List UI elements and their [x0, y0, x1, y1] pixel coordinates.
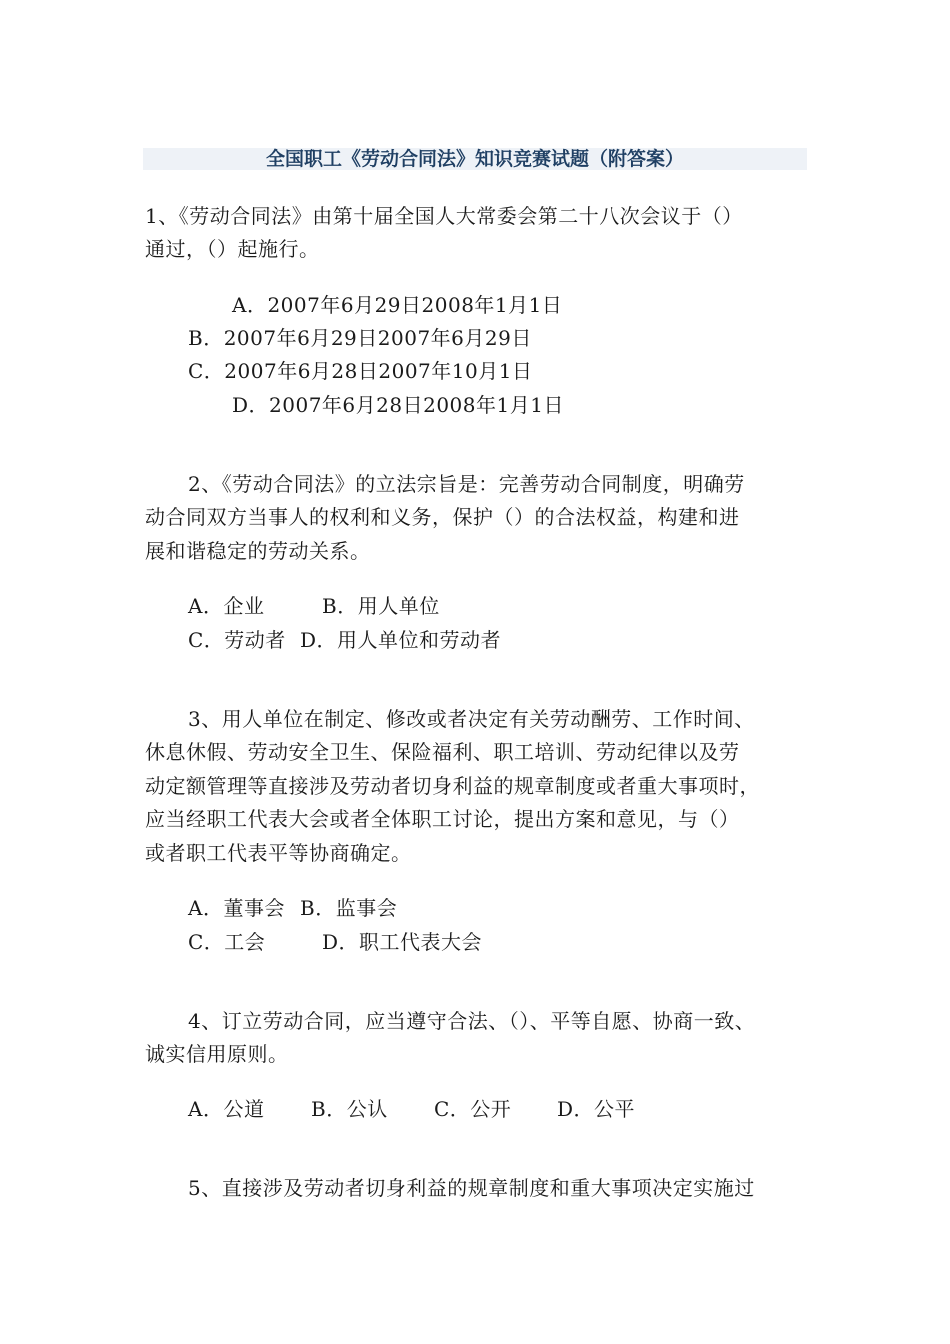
question-text-line: 应当经职工代表大会或者全体职工讨论，提出方案和意见，与（） [145, 807, 740, 831]
question-text-line: 动定额管理等直接涉及劳动者切身利益的规章制度或者重大事项时， [145, 774, 760, 798]
option-d: D．2007年6月28日2008年1月1日 [232, 393, 564, 417]
question-text-line: 5、直接涉及劳动者切身利益的规章制度和重大事项决定实施过 [188, 1176, 755, 1200]
option-c: C．2007年6月28日2007年10月1日 [188, 359, 533, 383]
question-text-line: 诚实信用原则。 [145, 1042, 289, 1066]
document-title: 全国职工《劳动合同法》知识竞赛试题（附答案） [265, 148, 684, 170]
option-b: B．用人单位 [322, 594, 440, 618]
option-b: B．2007年6月29日2007年6月29日 [188, 326, 532, 350]
option-c: C．劳动者 [188, 628, 286, 652]
question-text-line: 3、用人单位在制定、修改或者决定有关劳动酬劳、工作时间、 [188, 707, 755, 731]
option-c: C．公开 [434, 1097, 512, 1121]
option-b: B．监事会 [300, 896, 398, 920]
option-d: D．公平 [557, 1097, 636, 1121]
question-text-line: 4、订立劳动合同，应当遵守合法、（）、平等自愿、协商一致、 [188, 1009, 756, 1033]
option-d: D．用人单位和劳动者 [300, 628, 502, 652]
option-c: C．工会 [188, 930, 266, 954]
option-a: A．2007年6月29日2008年1月1日 [232, 293, 563, 317]
question-text-line: 1、《劳动合同法》由第十届全国人大常委会第二十八次会议于（） [145, 204, 743, 228]
option-a: A．董事会 [188, 896, 285, 920]
question-text-line: 动合同双方当事人的权利和义务，保护（）的合法权益，构建和进 [145, 505, 740, 529]
option-b: B．公认 [311, 1097, 388, 1121]
question-text-line: 展和谐稳定的劳动关系。 [145, 539, 371, 563]
option-a: A．企业 [188, 594, 265, 618]
question-text-line: 或者职工代表平等协商确定。 [145, 841, 412, 865]
question-text-line: 通过，（）起施行。 [145, 237, 320, 261]
question-text-line: 休息休假、劳动安全卫生、保险福利、职工培训、劳动纪律以及劳 [145, 740, 740, 764]
question-text-line: 2、《劳动合同法》的立法宗旨是：完善劳动合同制度，明确劳 [188, 472, 745, 496]
option-a: A．公道 [188, 1097, 265, 1121]
option-d: D．职工代表大会 [322, 930, 483, 954]
